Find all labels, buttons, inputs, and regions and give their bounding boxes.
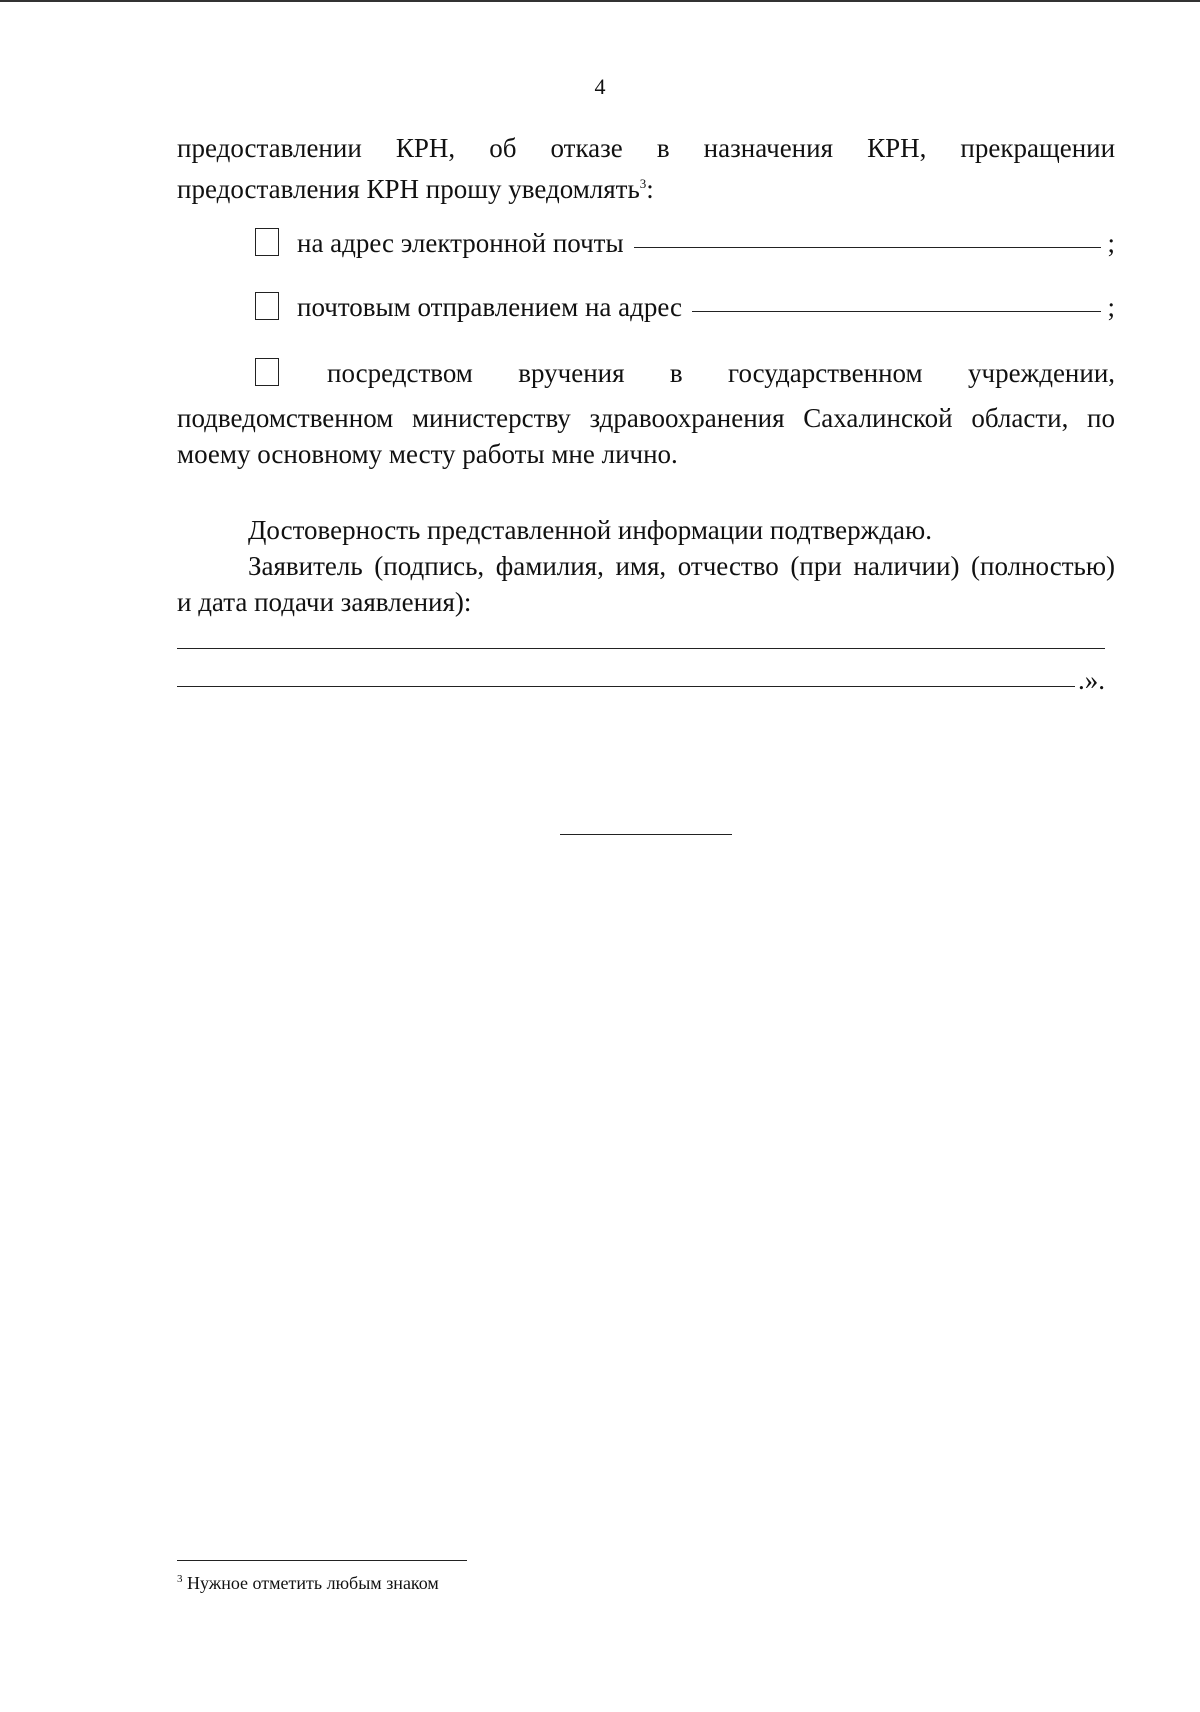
in-person-checkbox[interactable] <box>255 358 279 386</box>
footnote-text: Нужное отметить любым знаком <box>182 1573 439 1593</box>
option-email <box>255 224 1115 261</box>
option-in-person-line-3: моему основному месту работы мне лично. <box>177 439 678 469</box>
intro-text: предоставления КРН прошу уведомлять <box>177 174 640 204</box>
word: отказе <box>550 133 623 163</box>
option-in-person-line-2: подведомственном министерству здравоохранения Сахалинской области, по <box>177 403 1115 433</box>
section-end-rule <box>560 834 732 835</box>
word: назначения <box>703 133 834 163</box>
signature-line-2[interactable] <box>177 686 1075 687</box>
word: КРН, <box>395 133 456 163</box>
word: об <box>489 133 517 163</box>
footnote-reference: 3 <box>639 176 647 191</box>
word: посредством <box>327 358 473 388</box>
option-email-label: на адрес электронной почты <box>297 228 624 258</box>
page-number: 4 <box>594 74 606 99</box>
word: КРН, <box>867 133 927 163</box>
intro-colon: : <box>646 174 654 204</box>
semicolon: ; <box>1107 228 1115 258</box>
intro-line-1 <box>177 130 1115 166</box>
option-post-label: почтовым отправлением на адрес <box>297 292 682 322</box>
option-in-person <box>255 354 1115 391</box>
option-in-person-line-1 <box>297 355 1115 391</box>
word: прекращении <box>960 133 1116 163</box>
footnote <box>177 1573 439 1594</box>
email-checkbox[interactable] <box>255 228 279 256</box>
signature-line-1[interactable] <box>177 648 1105 649</box>
top-border-line <box>0 0 1200 2</box>
signature-end: .». <box>1078 665 1105 695</box>
semicolon: ; <box>1107 292 1115 322</box>
word: в <box>656 133 670 163</box>
word: предоставлении <box>177 133 362 163</box>
word: в <box>669 358 683 388</box>
email-field[interactable] <box>634 247 1102 248</box>
confirmation-text: Достоверность представленной информации подтверждаю. <box>248 515 932 545</box>
footnote-separator <box>177 1560 467 1561</box>
intro-line-2 <box>177 166 1115 207</box>
post-checkbox[interactable] <box>255 292 279 320</box>
applicant-line-2: и дата подачи заявления): <box>177 587 472 617</box>
footnote-mark: 3 <box>177 1573 183 1585</box>
word: учреждении, <box>967 358 1116 388</box>
option-post <box>255 288 1115 325</box>
word: государственном <box>728 358 923 388</box>
postal-address-field[interactable] <box>692 311 1101 312</box>
word: вручения <box>518 358 625 388</box>
applicant-line-1: Заявитель (подпись, фамилия, имя, отчество (при наличии) (полностью) <box>248 551 1115 581</box>
